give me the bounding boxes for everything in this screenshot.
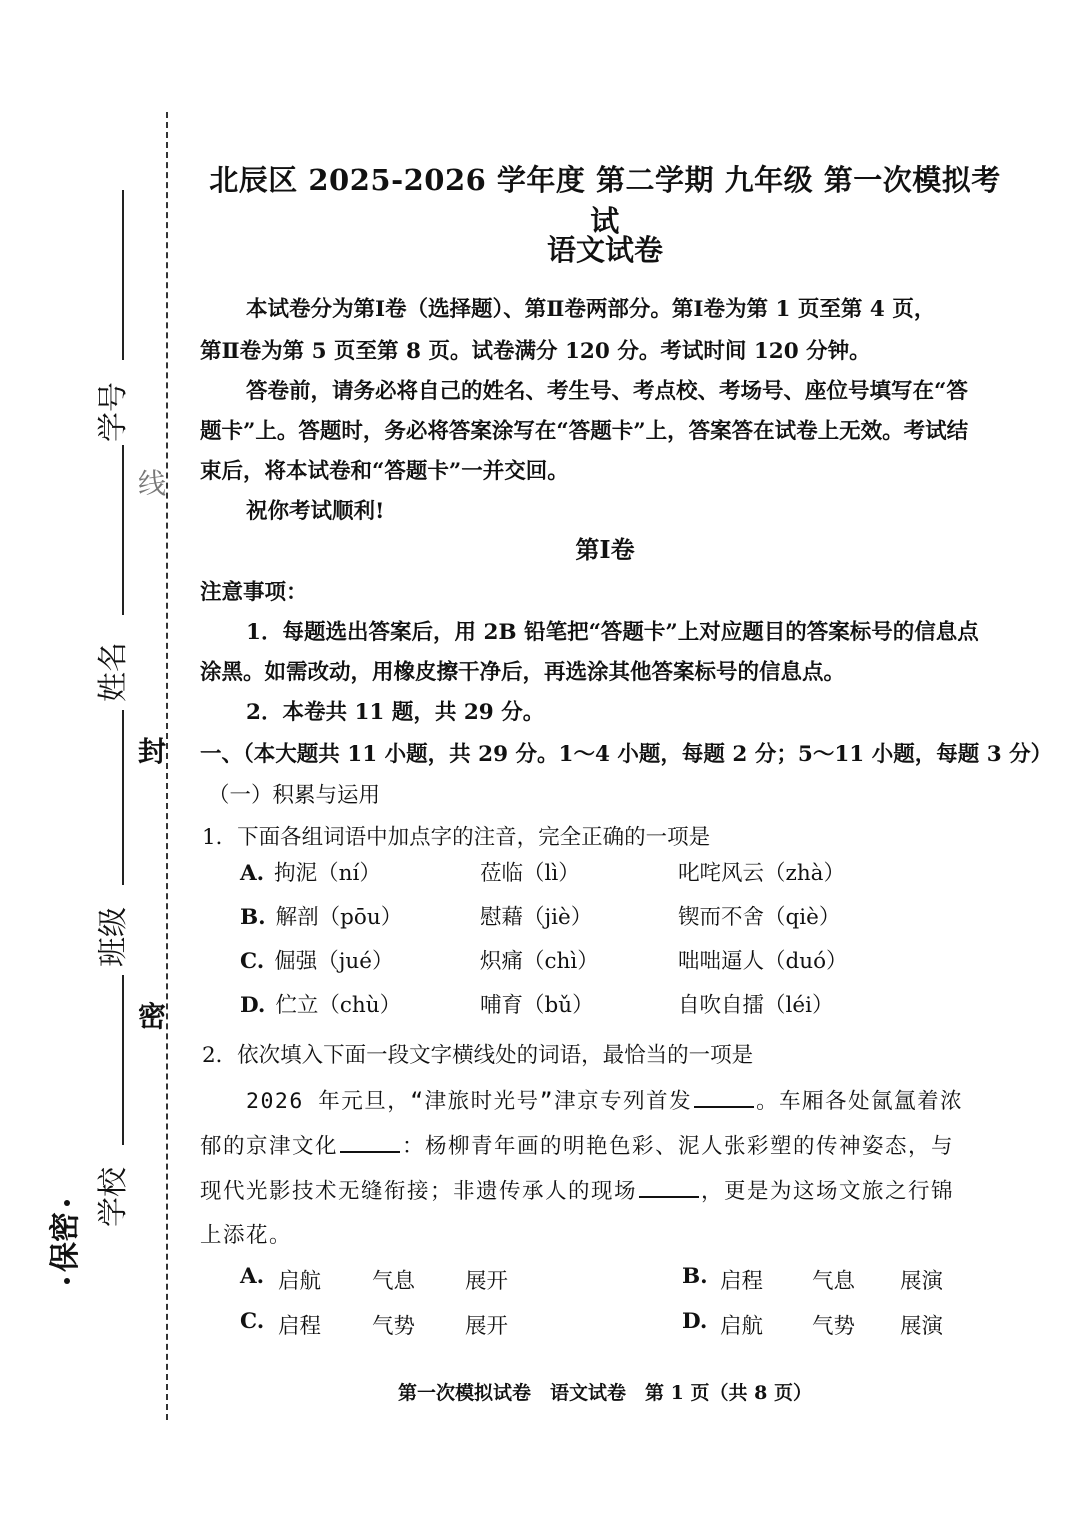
option-letter: D. xyxy=(682,1309,708,1334)
notice-item: 涂黑。如需改动，用橡皮擦干净后，再选涂其他答案标号的信息点。 xyxy=(200,660,846,685)
intro-line: 第Ⅱ卷为第 5 页至第 8 页。试卷满分 120 分。考试时间 120 分钟。 xyxy=(200,339,871,364)
q1-option-b-word3: 锲而不舍（qiè） xyxy=(678,905,841,930)
student-id-blank xyxy=(122,190,124,360)
q2-option-b-word1: 启程 xyxy=(720,1269,764,1294)
name-label: 姓名 xyxy=(96,642,131,702)
question-1-stem: 1．下面各组词语中加点字的注音，完全正确的一项是 xyxy=(202,825,711,850)
q2-option-a-word1: 启航 xyxy=(278,1269,322,1294)
fill-blank-2 xyxy=(340,1151,400,1153)
option-word: 伫立（chù） xyxy=(275,993,402,1018)
q2-option-c-word3: 展开 xyxy=(465,1314,509,1339)
intro-line: 题卡”上。答题时，务必将答案涂写在“答题卡”上，答案答在试卷上无效。考试结 xyxy=(200,419,969,444)
section-heading: 第Ⅰ卷 xyxy=(575,535,635,564)
passage-text: 2026 年元旦，“津旅时光号”津京专列首发 xyxy=(246,1089,693,1114)
passage-text: ，更是为这场文旅之行锦 xyxy=(701,1179,955,1204)
option-letter: A. xyxy=(240,1264,265,1289)
q2-option-c-word2: 气势 xyxy=(372,1314,416,1339)
option-word: 倔强（jué） xyxy=(274,949,394,974)
sub-heading: （一）积累与运用 xyxy=(208,783,381,808)
q2-option-c-word1: 启程 xyxy=(278,1314,322,1339)
seal-feng-char: 封 xyxy=(138,735,167,768)
passage-text: 。车厢各处氤氲着浓 xyxy=(756,1089,964,1114)
notice-item: 2．本卷共 11 题，共 29 分。 xyxy=(246,700,545,725)
option-letter: C. xyxy=(240,949,265,974)
passage-line: 上添花。 xyxy=(200,1223,293,1248)
passage-line xyxy=(200,1174,954,1205)
q1-option-d[interactable] xyxy=(240,988,401,1019)
option-word: 拘泥（ní） xyxy=(274,861,381,886)
option-letter: B. xyxy=(682,1264,708,1289)
q1-option-d-word3: 自吹自擂（léi） xyxy=(678,993,834,1018)
passage-line xyxy=(200,1129,954,1160)
name-blank xyxy=(122,445,124,615)
question-2-stem: 2．依次填入下面一段文字横线处的词语，最恰当的一项是 xyxy=(202,1043,754,1068)
bullet-dot xyxy=(64,1278,70,1284)
q2-option-d-word1: 启航 xyxy=(720,1314,764,1339)
q2-option-d[interactable] xyxy=(682,1309,707,1334)
seal-mi-char: 密 xyxy=(138,1000,167,1033)
q2-option-b-word2: 气息 xyxy=(812,1269,856,1294)
good-luck-line: 祝你考试顺利! xyxy=(246,499,385,524)
q2-option-b-word3: 展演 xyxy=(900,1269,944,1294)
school-label: 学校 xyxy=(96,1167,131,1227)
q1-option-b[interactable] xyxy=(240,900,402,931)
q1-option-c[interactable] xyxy=(240,944,393,975)
confidential-text: 保密 xyxy=(48,1212,83,1272)
passage-line xyxy=(246,1084,963,1115)
option-letter: C. xyxy=(240,1309,265,1334)
seal-xian-char: 线 xyxy=(138,467,167,500)
q1-option-c-word3: 咄咄逼人（duó） xyxy=(678,949,848,974)
q1-option-d-word2: 哺育（bǔ） xyxy=(480,993,594,1018)
q2-option-d-word2: 气势 xyxy=(812,1314,856,1339)
q2-option-a-word2: 气息 xyxy=(372,1269,416,1294)
option-letter: B. xyxy=(240,905,266,930)
intro-line: 答卷前，请务必将自己的姓名、考生号、考点校、考场号、座位号填写在“答 xyxy=(246,379,968,404)
q2-option-a-word3: 展开 xyxy=(465,1269,509,1294)
page-footer: 第一次模拟试卷 语文试卷 第 1 页（共 8 页） xyxy=(398,1382,812,1404)
school-blank xyxy=(122,975,124,1145)
q1-option-a-word3: 叱咤风云（zhà） xyxy=(678,861,845,886)
q1-option-b-word2: 慰藉（jiè） xyxy=(480,905,593,930)
passage-text: 郁的京津文化 xyxy=(200,1134,339,1159)
q2-option-a[interactable] xyxy=(240,1264,264,1289)
option-letter: D. xyxy=(240,993,266,1018)
fill-blank-1 xyxy=(694,1106,754,1108)
part-heading: 一、（本大题共 11 小题，共 29 分。1～4 小题，每题 2 分；5～11 小题，每题 3 分） xyxy=(200,742,1053,767)
option-letter: A. xyxy=(240,861,265,886)
q2-option-c[interactable] xyxy=(240,1309,264,1334)
q2-option-b[interactable] xyxy=(682,1264,708,1289)
passage-text: ：杨柳青年画的明艳色彩、泥人张彩塑的传神姿态，与 xyxy=(402,1134,955,1159)
exam-subtitle: 语文试卷 xyxy=(546,233,663,267)
q1-option-a[interactable] xyxy=(240,856,381,887)
notice-item: 1．每题选出答案后，用 2B 铅笔把“答题卡”上对应题目的答案标号的信息点 xyxy=(246,620,979,645)
q2-option-d-word3: 展演 xyxy=(900,1314,944,1339)
exam-title: 北辰区 2025-2026 学年度 第二学期 九年级 第一次模拟考试 xyxy=(209,163,1001,238)
intro-line: 束后，将本试卷和“答题卡”一并交回。 xyxy=(200,459,569,484)
intro-line: 本试卷分为第Ⅰ卷（选择题）、第Ⅱ卷两部分。第Ⅰ卷为第 1 页至第 4 页， xyxy=(246,297,936,322)
class-blank xyxy=(122,710,124,885)
binding-dashed-line xyxy=(166,112,168,1420)
option-word: 解剖（pōu） xyxy=(275,905,403,930)
notice-title: 注意事项： xyxy=(200,580,308,605)
student-id-label: 学号 xyxy=(96,382,131,442)
fill-blank-3 xyxy=(639,1196,699,1198)
passage-text: 现代光影技术无缝衔接；非遗传承人的现场 xyxy=(200,1179,638,1204)
confidential-label xyxy=(40,1200,84,1284)
class-label: 班级 xyxy=(96,907,131,967)
q1-option-c-word2: 炽痛（chì） xyxy=(480,949,599,974)
bullet-dot xyxy=(64,1200,70,1206)
q1-option-a-word2: 莅临（lì） xyxy=(480,861,580,886)
